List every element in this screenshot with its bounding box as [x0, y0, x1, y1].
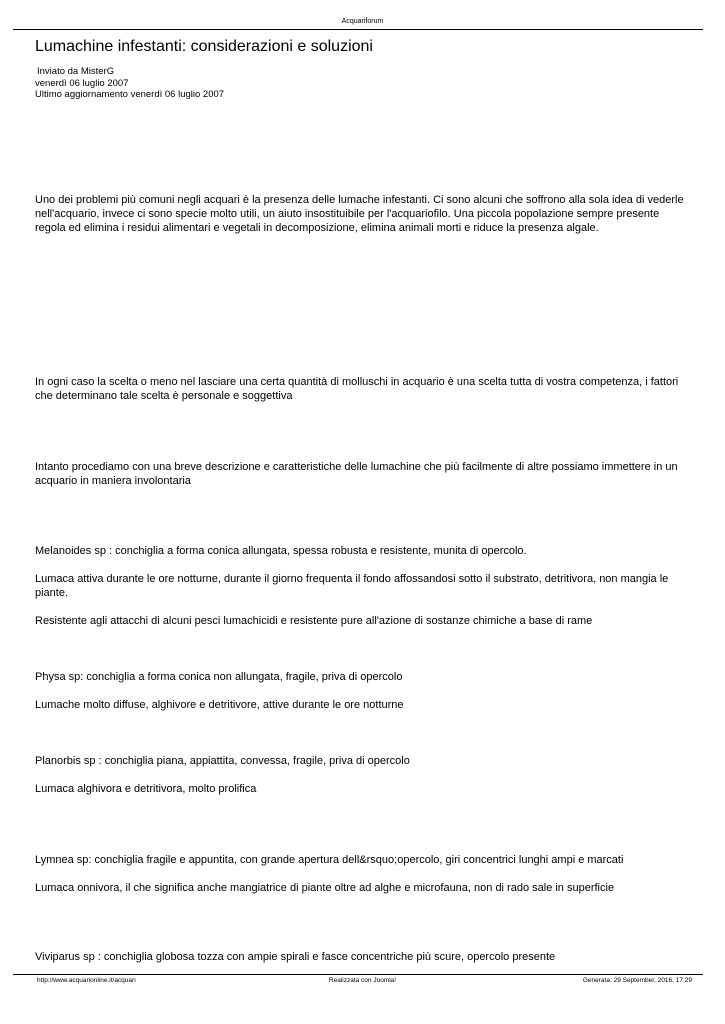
paragraph-choice: In ogni caso la scelta o meno nel lasciare una certa quantità di molluschi in acquario è una scelta tutta di vostra competenza, i fattori che determinano tale scelta è personale e soggettiva [35, 376, 679, 402]
paragraph-physa: Physa sp: conchiglia a forma conica non allungata, fragile, priva di opercolo [35, 671, 403, 683]
article-title: Lumachine infestanti: considerazioni e soluzioni [35, 38, 373, 55]
paragraph-description: Intanto procediamo con una breve descrizione e caratteristiche delle lumachine che più facilmente di altre possiamo immettere in un acquario in maniera involontaria [35, 461, 678, 487]
footer-divider [13, 974, 703, 975]
site-name: Acquariforum [341, 18, 384, 25]
paragraph-planorbis: Planorbis sp : conchiglia piana, appiattita, convessa, fragile, priva di opercolo [35, 755, 410, 767]
paragraph-planorbis-behavior: Lumaca alghivora e detritivora, molto prolifica [35, 783, 257, 795]
paragraph-lymnea: Lymnea sp: conchiglia fragile e appuntita, con grande apertura dell&rsquo;opercolo, giri concentrici lunghi ampi e marcati [35, 854, 624, 866]
footer-url: http://www.acquarionline.it/acquari [37, 977, 136, 984]
date-line: venerdì 06 luglio 2007 [35, 78, 129, 89]
paragraph-melanoides-resistance: Resistente agli attacchi di alcuni pesci lumachicidi e resistente pure all'azione di sostanze chimiche a base di rame [35, 615, 593, 627]
paragraph-physa-behavior: Lumache molto diffuse, alghivore e detritivore, attive durante le ore notturne [35, 699, 404, 711]
paragraph-viviparus: Viviparus sp : conchiglia globosa tozza con ampie spirali e fasce concentriche più scure, opercolo presente [35, 951, 556, 963]
paragraph-melanoides-behavior: Lumaca attiva durante le ore notturne, durante il giorno frequenta il fondo affossandosi sotto il substrato, detritivora, non mangia le piante. [35, 573, 669, 599]
updated-line: Ultimo aggiornamento venerdì 06 luglio 2007 [35, 89, 225, 100]
paragraph-melanoides: Melanoides sp : conchiglia a forma conica allungata, spessa robusta e resistente, munita di opercolo. [35, 545, 527, 557]
header-divider [13, 29, 703, 30]
footer-credit: Realizzata con Joomla! [328, 977, 397, 984]
paragraph-lymnea-behavior: Lumaca onnivora, il che significa anche mangiatrice di piante oltre ad alghe e microfauna, non di rado sale in superficie [35, 882, 615, 894]
author-line: Inviato da MisterG [37, 66, 115, 77]
paragraph-intro: Uno dei problemi più comuni negli acquari è la presenza delle lumache infestanti. Ci sono alcuni che soffrono alla sola idea di vederle nell'acquario, invece ci sono specie molto utili, un aiuto insostituibile per l'acquariofilo. Una piccola popolazione sempre presente regola ed elimina i residui alimentari e vegetali in decomposizione, elimina animali morti e riduce la presenza algale. [35, 194, 684, 234]
footer-generated: Generata: 29 September, 2016, 17:29 [582, 977, 692, 984]
